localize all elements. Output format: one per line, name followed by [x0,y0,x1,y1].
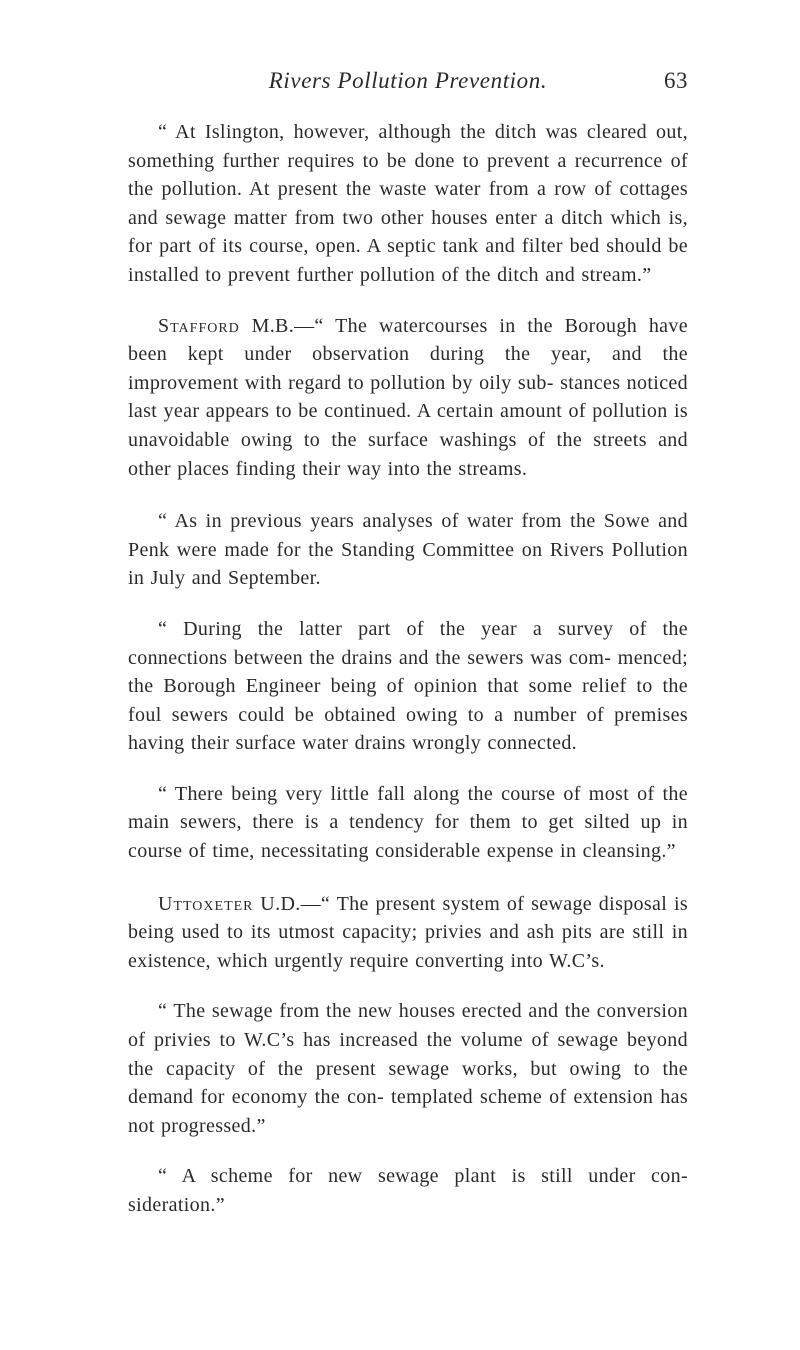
paragraph-text: “ The sewage from the new houses erected and the conversion of privies to W.C’s has increased the volume of sewage beyond the capacity of the present sewage works, but owing to the demand for economy the con- templated scheme of extension has not progressed.” [128,1000,688,1137]
paragraph-text: U.D.—“ The present system of sewage disposal is being used to its utmost capacity; privies and ash pits are still in existence, which urgently require converting into W.C’s. [128,892,688,972]
paragraph-text: “ During the latter part of the year a survey of the connections between the drains and the sewers was com- menced; the Borough Engineer being of opinion that some relief to the foul sewers could be obtained owing to a number of premises having their surface water drains wrongly connected. [128,617,688,755]
paragraph-stafford-survey [128,615,688,758]
page-number: 63 [664,68,688,93]
paragraph-text: “ At Islington, however, although the ditch was cleared out, something further requires to be done to prevent a recurrence of the pollution. At present the waste water from a row of cottages and sewage matter from two other houses enter a ditch which is, for part of its course, open. A septic tank and filter bed should be installed to prevent further pollution of the ditch and stream.” [128,121,688,286]
paragraph-text: M.B.—“ The watercourses in the Borough have been kept under observation during the year, and the improvement with regard to pollution by oily sub- stances noticed last year appears to be continued. A certain amount of pollution is unavoidable owing to the surface washings of the streets and other places finding their way into the streams. [128,314,688,480]
running-header [128,68,688,104]
place-name: Uttoxeter [158,892,254,915]
paragraph-text: “ There being very little fall along the course of most of the main sewers, there is a tendency for them to get silted up in course of time, necessitating considerable expense in cleansing.” [128,782,688,863]
paragraph-text: “ A scheme for new sewage plant is still under con- sideration.” [128,1165,688,1216]
paragraph-uttoxeter-intro [128,890,688,976]
paragraph-stafford-analyses [128,507,688,593]
paragraph-islington [128,118,688,290]
paragraph-stafford-intro [128,312,688,484]
paragraph-stafford-sewers [128,780,688,866]
place-name: Stafford [158,314,240,337]
body-text [128,118,688,1242]
paragraph-text: “ As in previous years analyses of water from the Sowe and Penk were made for the Standing Committee on Rivers Pollution in July and September. [128,510,688,590]
paragraph-uttoxeter-volume [128,997,688,1140]
running-title: Rivers Pollution Prevention. [268,68,548,93]
paragraph-uttoxeter-scheme [128,1162,688,1219]
